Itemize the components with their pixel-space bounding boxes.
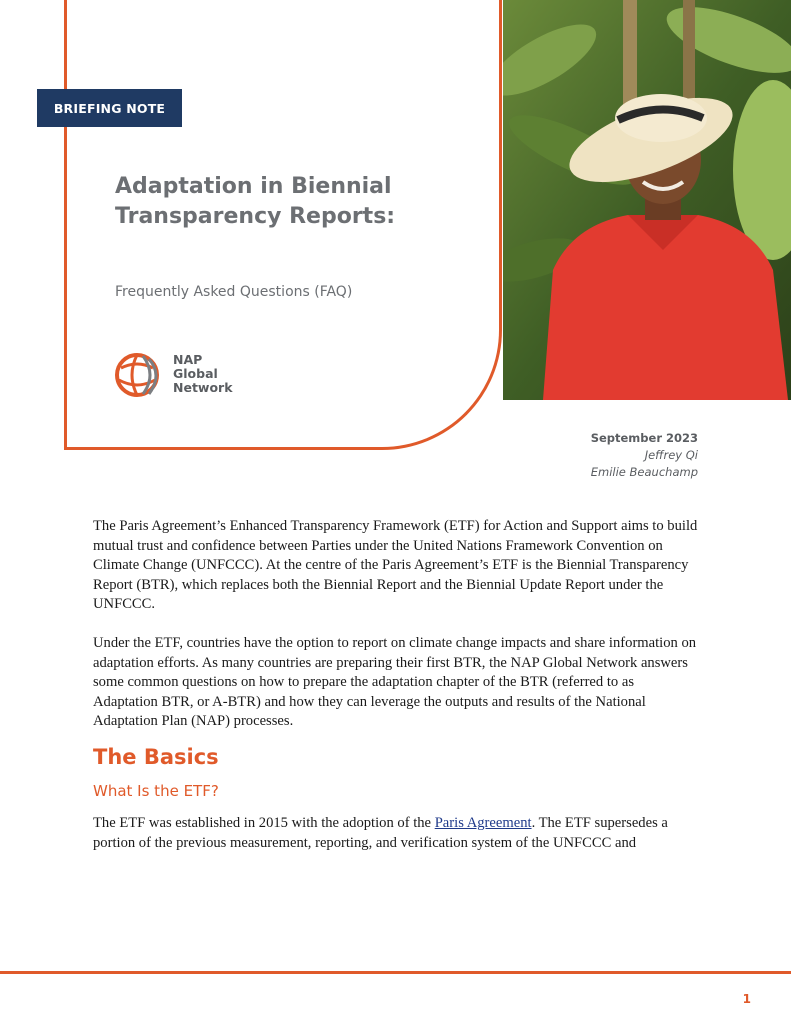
author-2: Emilie Beauchamp (590, 465, 698, 479)
section-heading: The Basics (93, 745, 219, 769)
etf-definition-paragraph (93, 814, 701, 853)
para3-end: . The ETF supersedes a portion of the previous measurement, reporting, and verification system of the UNFCCC and (93, 815, 668, 851)
cover-photo (503, 0, 791, 400)
page-title: Adaptation in Biennial Transparency Reports: (115, 174, 396, 229)
cover-photo-illustration (503, 0, 791, 400)
intro-paragraph: The Paris Agreement’s Enhanced Transparency Framework (ETF) for Action and Support aims to build mutual trust and confidence between Parties under the United Nations Framework Convention on Climate Change (UNFCCC). At the centre of the Paris Agreement’s ETF is the Biennial Transparency Report (BTR), which replaces both the Biennial Report and the Biennial Update Report under the UNFCCC. (93, 518, 698, 612)
paris-agreement-link[interactable]: Paris Agreement (434, 815, 532, 831)
publication-date: September 2023 (590, 431, 698, 445)
page-number: 1 (742, 992, 751, 1006)
logo-line-1: NAP (173, 352, 203, 367)
subsection-heading: What Is the ETF? (93, 782, 219, 800)
para3-start: The ETF was established in 2015 with the adoption of the (93, 815, 435, 831)
publication-meta (591, 430, 698, 481)
etf-overview-paragraph: Under the ETF, countries have the option to report on climate change impacts and share information on adaptation efforts. As many countries are preparing their first BTR, the NAP Global Network answers some common questions on how to prepare the adaptation chapter of the BTR (referred to as Adaptation BTR, or A-BTR) and how they can leverage the outputs and results of the National Adaptation Plan (NAP) processes. (93, 635, 697, 729)
author-1: Jeffrey Qi (644, 448, 698, 462)
nap-logo-text (173, 353, 233, 395)
logo-line-2: Global (173, 366, 218, 381)
nap-globe-logo-icon (113, 350, 163, 400)
logo-line-3: Network (173, 380, 233, 395)
footer-divider (0, 971, 791, 974)
briefing-note-badge: BRIEFING NOTE (37, 89, 182, 127)
page-subtitle: Frequently Asked Questions (FAQ) (115, 284, 353, 300)
